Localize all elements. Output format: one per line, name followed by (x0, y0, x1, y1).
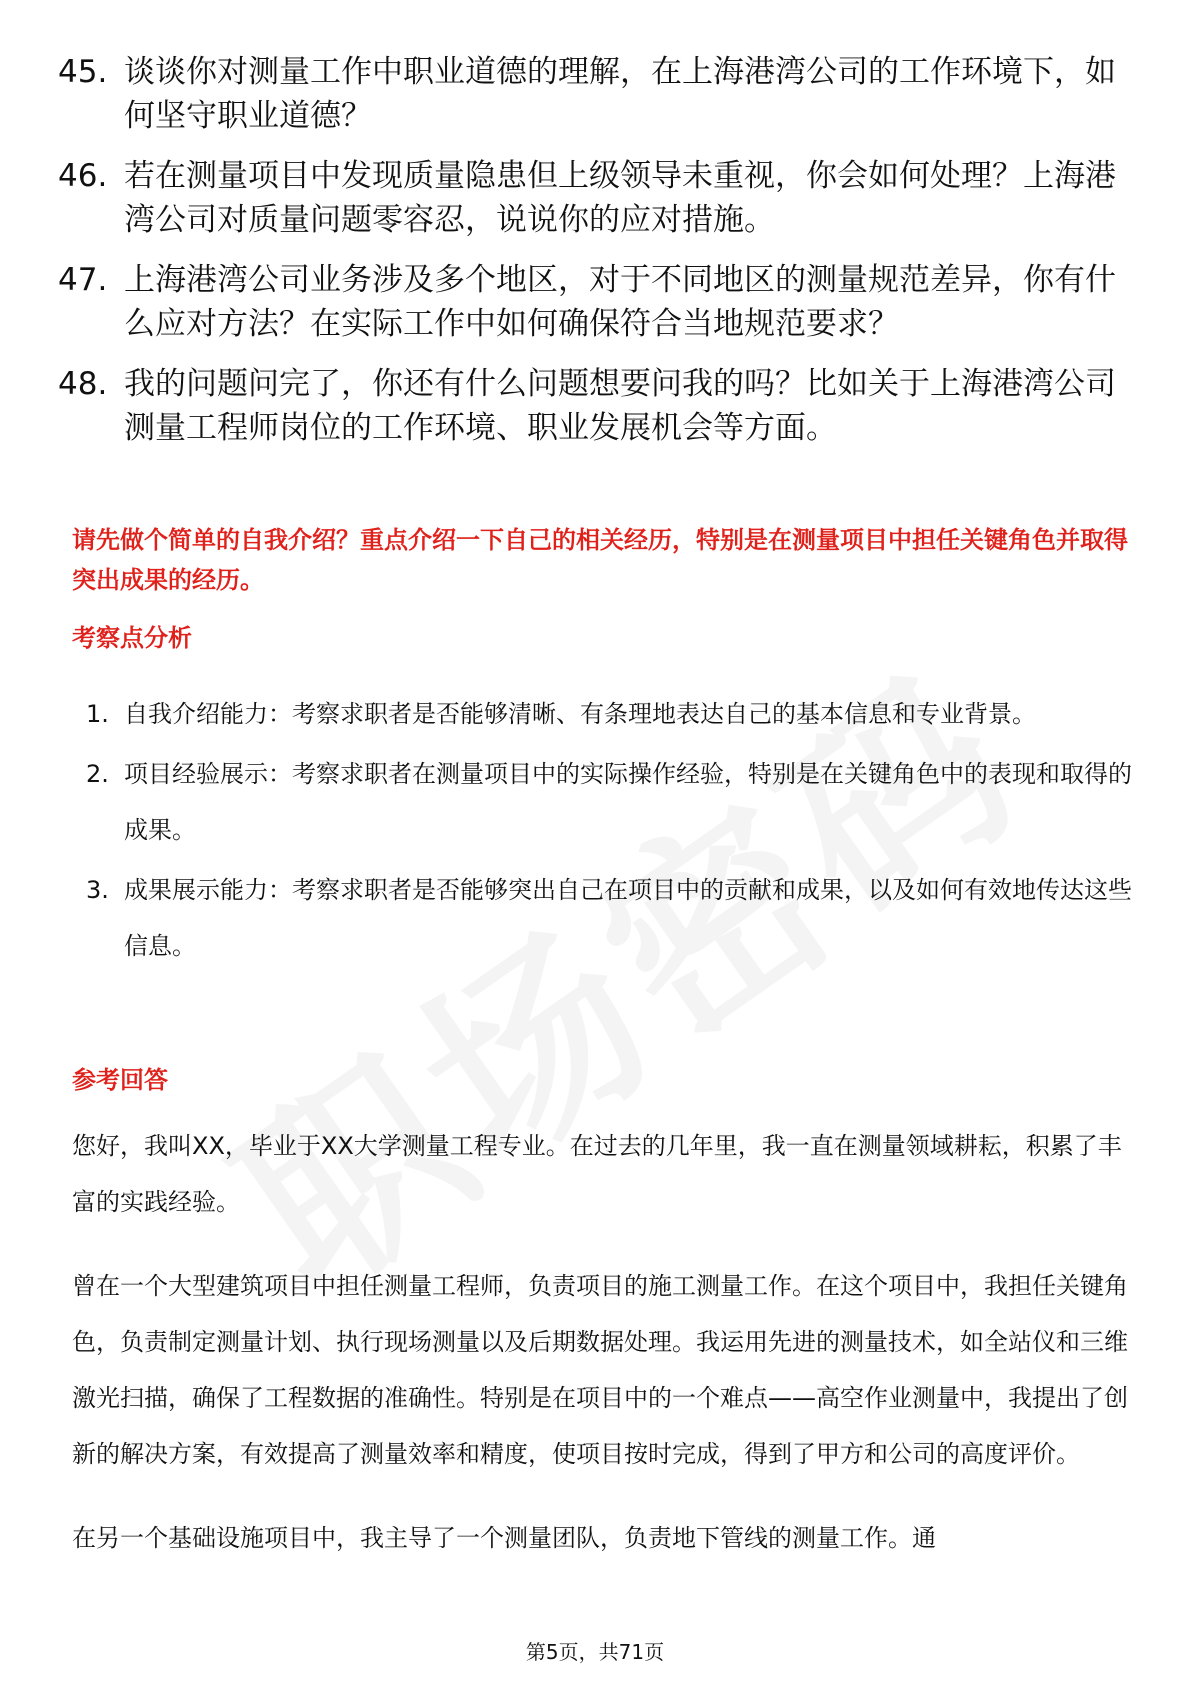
item-number: 3. (86, 876, 109, 904)
list-item (58, 258, 1138, 346)
item-text: 我的问题问完了，你还有什么问题想要问我的吗？比如关于上海港湾公司测量工程师岗位的工作环境、职业发展机会等方面。 (124, 366, 1116, 446)
list-item (86, 686, 1136, 742)
item-text: 项目经验展示：考察求职者在测量项目中的实际操作经验，特别是在关键角色中的表现和取得的成果。 (124, 760, 1132, 844)
numbered-question-list (58, 50, 1138, 466)
item-number: 1. (86, 700, 109, 728)
answer-heading: 参考回答 (72, 1066, 168, 1094)
item-number: 46. (58, 158, 108, 194)
item-number: 47. (58, 262, 108, 298)
list-item (86, 746, 1136, 858)
answer-paragraph: 您好，我叫XX，毕业于XX大学测量工程专业。在过去的几年里，我一直在测量领域耕耘，积累了丰富的实践经验。 (72, 1132, 1122, 1216)
item-text: 若在测量项目中发现质量隐患但上级领导未重视，你会如何处理？上海港湾公司对质量问题零容忍，说说你的应对措施。 (124, 158, 1116, 238)
item-text: 谈谈你对测量工作中职业道德的理解，在上海港湾公司的工作环境下，如何坚守职业道德？ (124, 54, 1116, 134)
item-number: 2. (86, 760, 109, 788)
item-text: 自我介绍能力：考察求职者是否能够清晰、有条理地表达自己的基本信息和专业背景。 (124, 700, 1036, 728)
page-footer: 第5页，共71页 (525, 1640, 665, 1664)
item-text: 成果展示能力：考察求职者是否能够突出自己在项目中的贡献和成果，以及如何有效地传达这些信息。 (124, 876, 1132, 960)
analysis-heading: 考察点分析 (72, 624, 192, 652)
list-item (86, 862, 1136, 974)
item-text: 上海港湾公司业务涉及多个地区，对于不同地区的测量规范差异，你有什么应对方法？在实际工作中如何确保符合当地规范要求？ (124, 262, 1116, 342)
item-number: 45. (58, 54, 108, 90)
interview-question: 请先做个简单的自我介绍？重点介绍一下自己的相关经历，特别是在测量项目中担任关键角色并取得突出成果的经历。 (72, 526, 1128, 594)
answer-paragraph: 曾在一个大型建筑项目中担任测量工程师，负责项目的施工测量工作。在这个项目中，我担任关键角色，负责制定测量计划、执行现场测量以及后期数据处理。我运用先进的测量技术，如全站仪和三维激光扫描，确保了工程数据的准确性。特别是在项目中的一个难点——高空作业测量中，我提出了创新的解决方案，有效提高了测量效率和精度，使项目按时完成，得到了甲方和公司的高度评价。 (72, 1272, 1128, 1468)
answer-body (72, 1118, 1134, 1594)
answer-paragraph: 在另一个基础设施项目中，我主导了一个测量团队，负责地下管线的测量工作。通 (72, 1524, 936, 1552)
list-item (58, 50, 1138, 138)
item-number: 48. (58, 366, 108, 402)
list-item (58, 154, 1138, 242)
list-item (58, 362, 1138, 450)
analysis-list (86, 686, 1136, 978)
